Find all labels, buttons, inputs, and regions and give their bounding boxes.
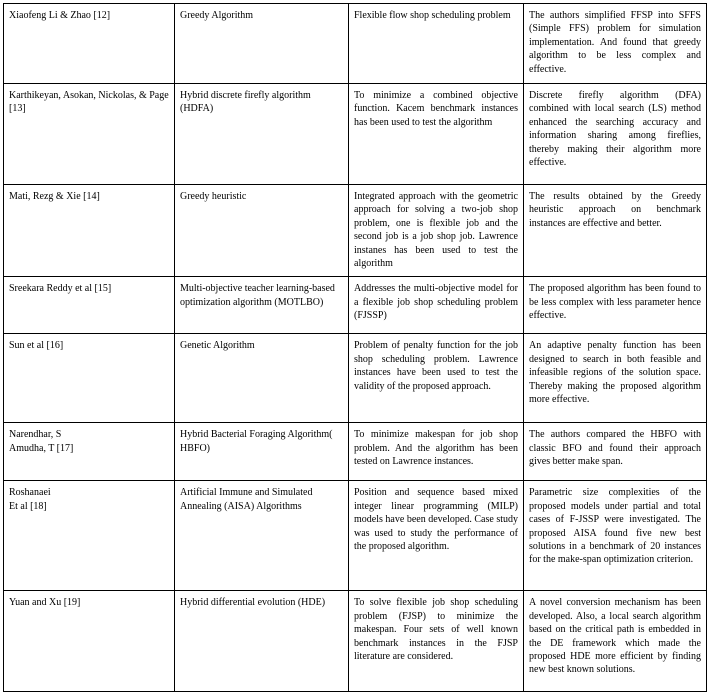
table-row (4, 481, 707, 591)
reference-line: Mati, Rezg & Xie [14] (9, 191, 100, 202)
objective-cell: To solve flexible job shop scheduling problem (FJSP) to minimize the makespan. Four sets of well known benchmark instances in the FJSP literature are considered. (349, 591, 524, 692)
findings-cell: The authors compared the HBFO with classic BFO and found their approach gives better make span. (524, 423, 707, 481)
reference-line: Karthikeyan, Asokan, Nickolas, & Page [13] (9, 90, 169, 115)
algorithm-cell: Hybrid Bacterial Foraging Algorithm( HBFO) (175, 423, 349, 481)
reference-cell (4, 481, 175, 591)
reference-cell (4, 423, 175, 481)
table-row (4, 423, 707, 481)
findings-cell: Parametric size complexities of the proposed models under partial and total cases of F-JSSP were investigated. The proposed AISA found five new best solutions in a benchmark of 20 instances for the make-span optimization criterion. (524, 481, 707, 591)
findings-cell: The authors simplified FFSP into SFFS (Simple FFS) problem for simulation implementation. And found that greedy algorithm to be less complex and effective. (524, 4, 707, 84)
objective-cell: Flexible flow shop scheduling problem (349, 4, 524, 84)
reference-cell (4, 334, 175, 423)
objective-cell: Position and sequence based mixed integer linear programming (MILP) models have been developed. Case study was used to study the performance of the proposed algorithm. (349, 481, 524, 591)
findings-cell: The proposed algorithm has been found to be less complex with less parameter hence effective. (524, 277, 707, 334)
table-row (4, 185, 707, 277)
objective-cell: To minimize makespan for job shop problem. And the algorithm has been tested on Lawrence instances. (349, 423, 524, 481)
algorithm-cell: Greedy Algorithm (175, 4, 349, 84)
objective-cell: Integrated approach with the geometric approach for solving a two-job shop problem, one is flexible job and the second job is a job shop job. Lawrence instanes has been used to test the algorithm (349, 185, 524, 277)
table-row (4, 334, 707, 423)
reference-cell (4, 185, 175, 277)
reference-cell (4, 277, 175, 334)
algorithm-cell: Multi-objective teacher learning-based optimization algorithm (MOTLBO) (175, 277, 349, 334)
algorithm-cell: Genetic Algorithm (175, 334, 349, 423)
reference-line: Xiaofeng Li & Zhao [12] (9, 10, 111, 21)
algorithm-cell: Greedy heuristic (175, 185, 349, 277)
literature-table (3, 3, 707, 692)
reference-line: Narendhar, S (9, 429, 62, 441)
reference-cell (4, 84, 175, 185)
reference-line: Amudha, T [17] (9, 442, 74, 454)
table-row (4, 591, 707, 692)
algorithm-cell: Hybrid differential evolution (HDE) (175, 591, 349, 692)
objective-cell: Addresses the multi-objective model for a flexible job shop scheduling problem (FJSSP) (349, 277, 524, 334)
findings-cell: A novel conversion mechanism has been developed. Also, a local search algorithm based on the critical path is embedded in the DE framework which made the proposed HDE more efficient by finding new best known solutions. (524, 591, 707, 692)
algorithm-cell: Hybrid discrete firefly algorithm (HDFA) (175, 84, 349, 185)
findings-cell: The results obtained by the Greedy heuristic approach on benchmark instances are effective and better. (524, 185, 707, 277)
table-row (4, 277, 707, 334)
reference-line: Sun et al [16] (9, 340, 64, 352)
objective-cell: Problem of penalty function for the job shop scheduling problem. Lawrence instances have been used to test the validity of the proposed approach. (349, 334, 524, 423)
table-row (4, 4, 707, 84)
reference-cell (4, 591, 175, 692)
algorithm-cell: Artificial Immune and Simulated Annealing (AISA) Algorithms (175, 481, 349, 591)
reference-line: Yuan and Xu [19] (9, 597, 81, 609)
reference-cell (4, 4, 175, 84)
table-row (4, 84, 707, 185)
reference-line: Et al [18] (9, 500, 47, 512)
findings-cell: An adaptive penalty function has been designed to search in both feasible and infeasible regions of the solution space. Thereby making the proposed algorithm more effective. (524, 334, 707, 423)
findings-cell: Discrete firefly algorithm (DFA) combined with local search (LS) method enhanced the searching accuracy and information sharing among fireflies, thereby making their algorithm more effective. (524, 84, 707, 185)
reference-line: Roshanaei (9, 487, 51, 499)
objective-cell: To minimize a combined objective function. Kacem benchmark instances has been used to test the algorithm (349, 84, 524, 185)
reference-line: Sreekara Reddy et al [15] (9, 283, 112, 295)
